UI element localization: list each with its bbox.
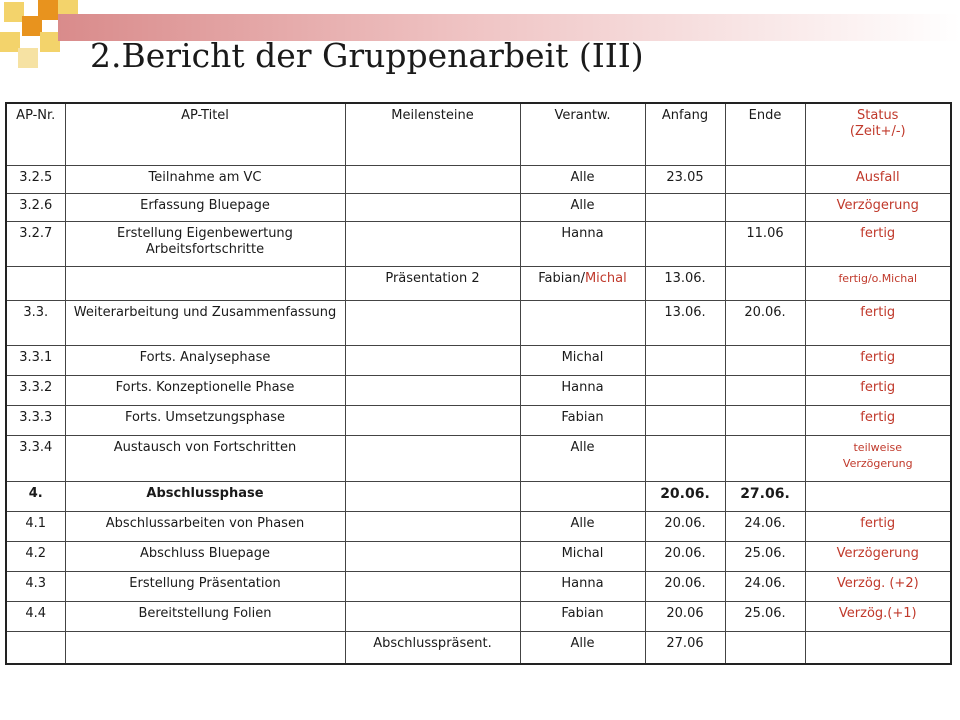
cell-status-text: Verzög. (+2) bbox=[836, 576, 919, 591]
cell-status bbox=[805, 301, 951, 346]
cell-nr: 4.4 bbox=[6, 602, 65, 632]
cell-status-text: fertig bbox=[860, 380, 896, 395]
cell-status bbox=[805, 632, 951, 664]
cell-status-text: Verzögerung bbox=[836, 546, 919, 561]
table-row bbox=[6, 482, 951, 512]
cell-anfang bbox=[645, 376, 725, 406]
cell-status bbox=[805, 602, 951, 632]
header-status bbox=[805, 103, 951, 166]
header-nr: AP-Nr. bbox=[6, 103, 65, 166]
cell-status bbox=[805, 346, 951, 376]
cell-meilenstein: Präsentation 2 bbox=[345, 267, 520, 301]
cell-anfang bbox=[645, 222, 725, 267]
table-row bbox=[6, 572, 951, 602]
cell-verantw bbox=[520, 572, 645, 602]
cell-anfang: 20.06. bbox=[645, 542, 725, 572]
cell-meilenstein bbox=[345, 482, 520, 512]
cell-nr: 4.1 bbox=[6, 512, 65, 542]
cell-meilenstein bbox=[345, 436, 520, 482]
cell-anfang: 13.06. bbox=[645, 267, 725, 301]
table-row bbox=[6, 166, 951, 194]
cell-status-text: Verzög.(+1) bbox=[838, 606, 917, 621]
header-status-sub: (Zeit+/-) bbox=[849, 124, 906, 139]
cell-ende bbox=[725, 194, 805, 222]
cell-ende bbox=[725, 166, 805, 194]
cell-ende: 25.06. bbox=[725, 602, 805, 632]
table-row bbox=[6, 301, 951, 346]
cell-titel: Teilnahme am VC bbox=[65, 166, 345, 194]
cell-nr: 3.3. bbox=[6, 301, 65, 346]
cell-status-text: fertig bbox=[860, 305, 896, 320]
cell-verantw bbox=[520, 301, 645, 346]
cell-titel bbox=[65, 632, 345, 664]
cell-verantw-name: Hanna bbox=[561, 576, 604, 591]
cell-status bbox=[805, 436, 951, 482]
cell-anfang bbox=[645, 194, 725, 222]
cell-ende: 24.06. bbox=[725, 572, 805, 602]
cell-anfang bbox=[645, 346, 725, 376]
cell-nr: 3.2.7 bbox=[6, 222, 65, 267]
header-ende: Ende bbox=[725, 103, 805, 166]
cell-status bbox=[805, 572, 951, 602]
cell-meilenstein bbox=[345, 512, 520, 542]
cell-verantw bbox=[520, 542, 645, 572]
cell-ende: 27.06. bbox=[725, 482, 805, 512]
cell-verantw-name: Michal bbox=[561, 350, 604, 365]
cell-nr: 4.2 bbox=[6, 542, 65, 572]
cell-nr bbox=[6, 632, 65, 664]
cell-verantw-name: Fabian bbox=[561, 606, 604, 621]
cell-titel: Forts. Konzeptionelle Phase bbox=[65, 376, 345, 406]
cell-verantw bbox=[520, 376, 645, 406]
cell-verantw-name: Alle bbox=[570, 440, 595, 455]
cell-verantw bbox=[520, 512, 645, 542]
cell-titel bbox=[65, 267, 345, 301]
cell-titel: Austausch von Fortschritten bbox=[65, 436, 345, 482]
table-row bbox=[6, 632, 951, 664]
cell-ende bbox=[725, 346, 805, 376]
cell-verantw-name: Alle bbox=[570, 516, 595, 531]
cell-status bbox=[805, 267, 951, 301]
cell-nr: 3.2.6 bbox=[6, 194, 65, 222]
cell-meilenstein bbox=[345, 542, 520, 572]
cell-anfang: 20.06 bbox=[645, 602, 725, 632]
cell-anfang: 23.05 bbox=[645, 166, 725, 194]
cell-status-text: fertig bbox=[860, 410, 896, 425]
work-package-table bbox=[5, 102, 952, 665]
cell-status bbox=[805, 542, 951, 572]
table-row bbox=[6, 194, 951, 222]
cell-status-text: fertig/o.Michal bbox=[838, 272, 918, 285]
cell-titel: Forts. Umsetzungsphase bbox=[65, 406, 345, 436]
cell-meilenstein bbox=[345, 376, 520, 406]
cell-nr bbox=[6, 267, 65, 301]
cell-verantw bbox=[520, 602, 645, 632]
table-row bbox=[6, 406, 951, 436]
cell-ende: 25.06. bbox=[725, 542, 805, 572]
table-row bbox=[6, 346, 951, 376]
table-row bbox=[6, 512, 951, 542]
header-status-label: Status bbox=[857, 108, 899, 123]
header-titel: AP-Titel bbox=[65, 103, 345, 166]
cell-status-text: fertig bbox=[860, 226, 896, 241]
header-anfang: Anfang bbox=[645, 103, 725, 166]
cell-meilenstein bbox=[345, 602, 520, 632]
cell-anfang bbox=[645, 406, 725, 436]
cell-nr: 3.3.2 bbox=[6, 376, 65, 406]
cell-nr: 4.3 bbox=[6, 572, 65, 602]
cell-status bbox=[805, 512, 951, 542]
cell-verantw bbox=[520, 194, 645, 222]
cell-verantw-name: Alle bbox=[570, 170, 595, 185]
cell-verantw bbox=[520, 346, 645, 376]
cell-verantw-name: Fabian bbox=[561, 410, 604, 425]
cell-verantw-name: Fabian/ bbox=[538, 271, 585, 286]
cell-ende bbox=[725, 436, 805, 482]
cell-titel: Forts. Analysephase bbox=[65, 346, 345, 376]
cell-verantw bbox=[520, 482, 645, 512]
header-verantw: Verantw. bbox=[520, 103, 645, 166]
table-row bbox=[6, 376, 951, 406]
cell-verantw-name: Alle bbox=[570, 636, 595, 651]
cell-nr: 4. bbox=[6, 482, 65, 512]
cell-titel: Erfassung Bluepage bbox=[65, 194, 345, 222]
cell-meilenstein bbox=[345, 346, 520, 376]
cell-titel: Abschluss Bluepage bbox=[65, 542, 345, 572]
cell-ende bbox=[725, 376, 805, 406]
cell-verantw bbox=[520, 436, 645, 482]
cell-anfang: 27.06 bbox=[645, 632, 725, 664]
cell-status-text: fertig bbox=[860, 516, 896, 531]
cell-verantw bbox=[520, 632, 645, 664]
slide-title: 2.Bericht der Gruppenarbeit (III) bbox=[90, 36, 644, 75]
cell-status-text: Ausfall bbox=[855, 170, 900, 185]
cell-status bbox=[805, 166, 951, 194]
cell-verantw-name: Alle bbox=[570, 198, 595, 213]
cell-nr: 3.3.1 bbox=[6, 346, 65, 376]
cell-ende bbox=[725, 406, 805, 436]
cell-verantw-name: Hanna bbox=[561, 380, 604, 395]
cell-verantw-extra: Michal bbox=[584, 271, 627, 286]
cell-meilenstein bbox=[345, 572, 520, 602]
cell-verantw bbox=[520, 267, 645, 301]
header-meilensteine: Meilensteine bbox=[345, 103, 520, 166]
cell-titel: Abschlussarbeiten von Phasen bbox=[65, 512, 345, 542]
cell-status bbox=[805, 376, 951, 406]
cell-anfang: 13.06. bbox=[645, 301, 725, 346]
cell-titel: Bereitstellung Folien bbox=[65, 602, 345, 632]
table-row bbox=[6, 436, 951, 482]
cell-meilenstein bbox=[345, 406, 520, 436]
cell-meilenstein bbox=[345, 301, 520, 346]
cell-verantw bbox=[520, 222, 645, 267]
cell-titel: Erstellung Eigenbewertung Arbeitsfortschritte bbox=[65, 222, 345, 267]
cell-anfang: 20.06. bbox=[645, 512, 725, 542]
cell-meilenstein: Abschlusspräsent. bbox=[345, 632, 520, 664]
cell-verantw-name: Hanna bbox=[561, 226, 604, 241]
cell-verantw bbox=[520, 406, 645, 436]
cell-anfang: 20.06. bbox=[645, 482, 725, 512]
cell-status-text: fertig bbox=[860, 350, 896, 365]
cell-titel: Weiterarbeitung und Zusammenfassung bbox=[65, 301, 345, 346]
cell-ende: 20.06. bbox=[725, 301, 805, 346]
cell-ende bbox=[725, 632, 805, 664]
cell-meilenstein bbox=[345, 194, 520, 222]
cell-nr: 3.3.4 bbox=[6, 436, 65, 482]
cell-anfang bbox=[645, 436, 725, 482]
cell-verantw-name: Michal bbox=[561, 546, 604, 561]
cell-meilenstein bbox=[345, 166, 520, 194]
cell-anfang: 20.06. bbox=[645, 572, 725, 602]
cell-ende: 24.06. bbox=[725, 512, 805, 542]
cell-status bbox=[805, 406, 951, 436]
table-row bbox=[6, 267, 951, 301]
table-row bbox=[6, 602, 951, 632]
table-row bbox=[6, 222, 951, 267]
cell-status bbox=[805, 482, 951, 512]
cell-verantw bbox=[520, 166, 645, 194]
cell-titel: Erstellung Präsentation bbox=[65, 572, 345, 602]
cell-ende bbox=[725, 267, 805, 301]
cell-ende: 11.06 bbox=[725, 222, 805, 267]
cell-status-text-2: Verzögerung bbox=[842, 457, 913, 470]
cell-status-text: teilweise bbox=[853, 441, 902, 454]
cell-nr: 3.3.3 bbox=[6, 406, 65, 436]
cell-nr: 3.2.5 bbox=[6, 166, 65, 194]
cell-status-text: Verzögerung bbox=[836, 198, 919, 213]
cell-meilenstein bbox=[345, 222, 520, 267]
table-row bbox=[6, 542, 951, 572]
table-header-row bbox=[6, 103, 951, 166]
cell-titel: Abschlussphase bbox=[65, 482, 345, 512]
cell-status bbox=[805, 222, 951, 267]
cell-status bbox=[805, 194, 951, 222]
